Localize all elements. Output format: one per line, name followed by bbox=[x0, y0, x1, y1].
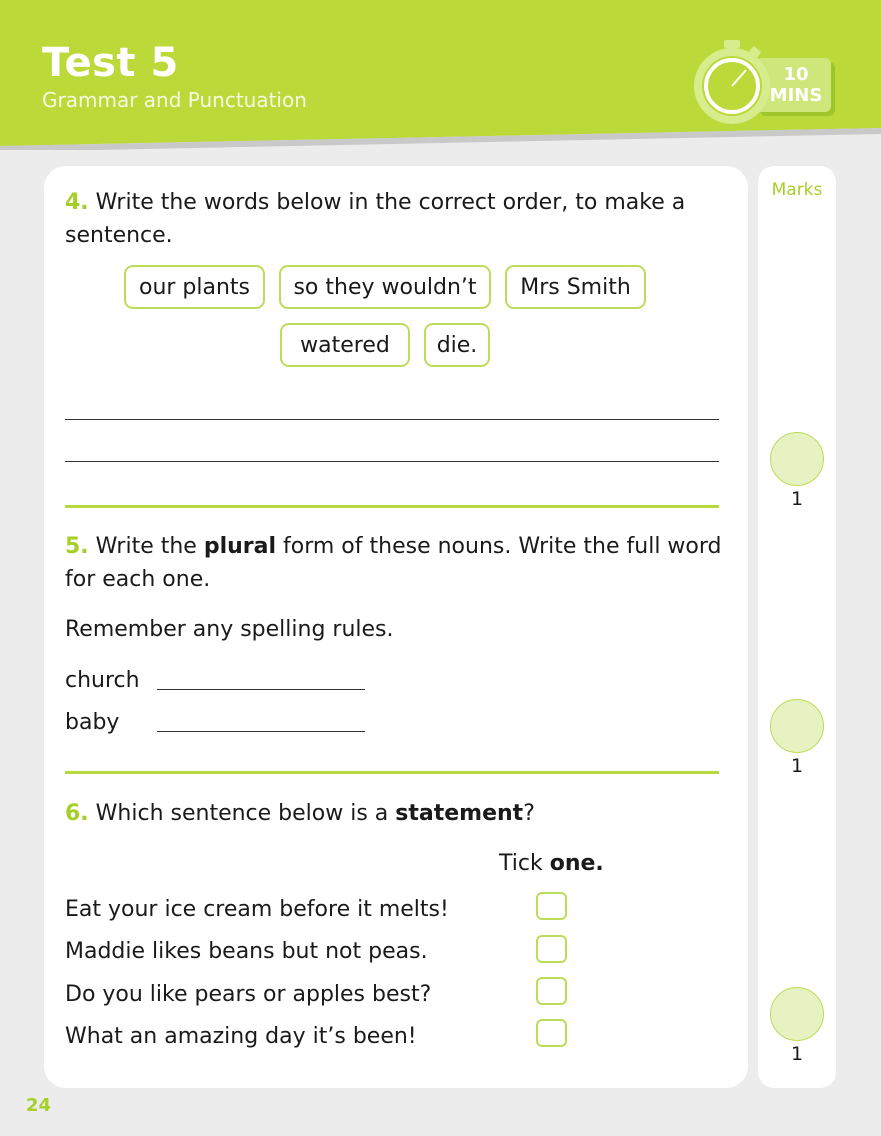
mark-value-q6: 1 bbox=[790, 1043, 804, 1065]
page-number: 24 bbox=[26, 1095, 52, 1116]
timer-minutes: 10 bbox=[783, 64, 809, 85]
option-text: Maddie likes beans but not peas. bbox=[65, 939, 428, 964]
question-keyword: plural bbox=[203, 534, 277, 559]
option-text: What an amazing day it’s been! bbox=[65, 1024, 417, 1049]
word-card[interactable]: die. bbox=[424, 323, 490, 367]
tick-box[interactable] bbox=[536, 892, 567, 920]
mark-value-q5: 1 bbox=[790, 755, 804, 777]
mark-circle-q5 bbox=[770, 699, 824, 753]
mark-circle-q4 bbox=[770, 432, 824, 486]
question-4 bbox=[65, 186, 725, 252]
reminder-text: Remember any spelling rules. bbox=[65, 617, 394, 642]
word-card[interactable]: Mrs Smith bbox=[505, 265, 646, 309]
question-text: form of these nouns. Write the full word for each one. bbox=[65, 534, 722, 592]
section-divider bbox=[65, 505, 719, 508]
answer-line[interactable] bbox=[65, 461, 719, 462]
question-text: Which sentence below is a bbox=[88, 801, 396, 826]
marks-title: Marks bbox=[771, 180, 823, 200]
tick-box[interactable] bbox=[536, 935, 567, 963]
tick-box[interactable] bbox=[536, 1019, 567, 1047]
marks-column bbox=[758, 166, 836, 1088]
page-subtitle: Grammar and Punctuation bbox=[42, 88, 307, 112]
section-divider bbox=[65, 771, 719, 774]
question-number: 5. bbox=[65, 534, 89, 559]
question-keyword: statement bbox=[395, 801, 524, 826]
tick-instruction-text: Tick bbox=[499, 851, 550, 876]
timer-label bbox=[758, 64, 834, 106]
question-number: 4. bbox=[65, 190, 89, 215]
mark-value-q4: 1 bbox=[790, 488, 804, 510]
tick-box[interactable] bbox=[536, 977, 567, 1005]
timer-unit: MINS bbox=[769, 85, 823, 106]
page-title: Test 5 bbox=[42, 40, 179, 86]
mark-circle-q6 bbox=[770, 987, 824, 1041]
word-card[interactable]: our plants bbox=[124, 265, 265, 309]
question-6 bbox=[65, 797, 725, 830]
tick-instruction-keyword: one. bbox=[549, 851, 604, 876]
option-text: Eat your ice cream before it melts! bbox=[65, 897, 449, 922]
noun-answer-line[interactable] bbox=[157, 731, 365, 732]
option-text: Do you like pears or apples best? bbox=[65, 982, 432, 1007]
noun-label: baby bbox=[65, 710, 120, 735]
noun-label: church bbox=[65, 668, 140, 693]
question-5 bbox=[65, 530, 725, 596]
question-text: Write the bbox=[88, 534, 204, 559]
answer-line[interactable] bbox=[65, 419, 719, 420]
question-number: 6. bbox=[65, 801, 89, 826]
question-text: ? bbox=[523, 801, 535, 826]
tick-instruction bbox=[499, 851, 604, 876]
word-card[interactable]: so they wouldn’t bbox=[279, 265, 491, 309]
word-card[interactable]: watered bbox=[280, 323, 410, 367]
question-text: Write the words below in the correct order, to make a sentence. bbox=[65, 190, 686, 248]
noun-answer-line[interactable] bbox=[157, 689, 365, 690]
